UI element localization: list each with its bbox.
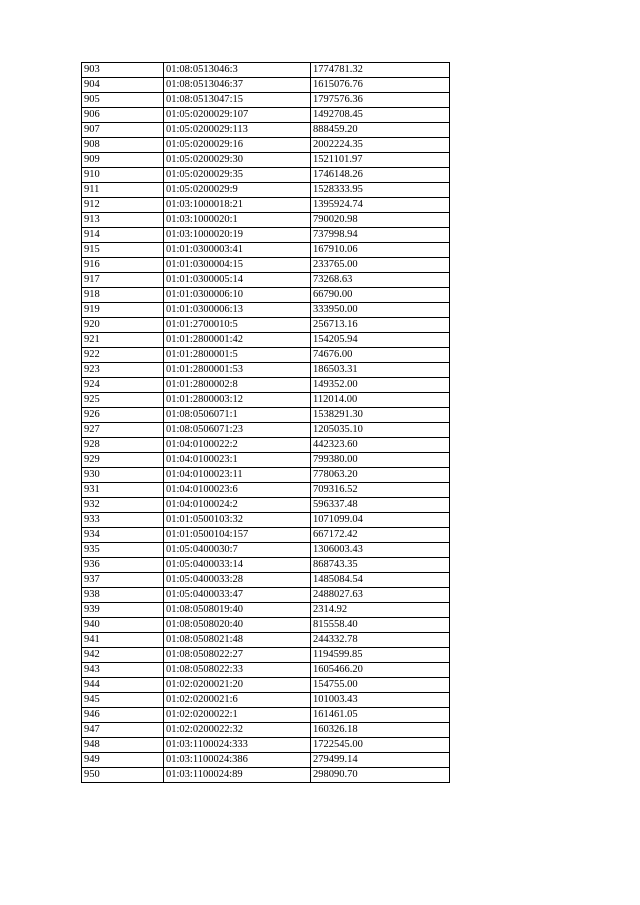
table-row	[82, 93, 450, 108]
value-cell: 1746148.26	[311, 168, 450, 183]
table-row	[82, 108, 450, 123]
value-cell: 1205035.10	[311, 423, 450, 438]
cadastral-number-cell: 01:05:0400033:47	[164, 588, 311, 603]
cadastral-number-cell: 01:01:2800002:8	[164, 378, 311, 393]
table-row	[82, 348, 450, 363]
table-row	[82, 618, 450, 633]
cadastral-number-cell: 01:01:2800001:42	[164, 333, 311, 348]
cadastral-number-cell: 01:05:0200029:113	[164, 123, 311, 138]
value-cell: 1492708.45	[311, 108, 450, 123]
value-cell: 149352.00	[311, 378, 450, 393]
value-cell: 167910.06	[311, 243, 450, 258]
value-cell: 1194599.85	[311, 648, 450, 663]
row-number-cell: 907	[82, 123, 164, 138]
cadastral-number-cell: 01:08:0513047:15	[164, 93, 311, 108]
cadastral-number-cell: 01:02:0200022:1	[164, 708, 311, 723]
cadastral-number-cell: 01:08:0506071:1	[164, 408, 311, 423]
row-number-cell: 908	[82, 138, 164, 153]
value-cell: 101003.43	[311, 693, 450, 708]
table-row	[82, 63, 450, 78]
row-number-cell: 917	[82, 273, 164, 288]
table-row	[82, 708, 450, 723]
value-cell: 799380.00	[311, 453, 450, 468]
table-row	[82, 303, 450, 318]
table-row	[82, 213, 450, 228]
row-number-cell: 925	[82, 393, 164, 408]
row-number-cell: 948	[82, 738, 164, 753]
row-number-cell: 920	[82, 318, 164, 333]
value-cell: 888459.20	[311, 123, 450, 138]
value-cell: 1071099.04	[311, 513, 450, 528]
table-row	[82, 393, 450, 408]
cadastral-number-cell: 01:04:0100022:2	[164, 438, 311, 453]
value-cell: 1797576.36	[311, 93, 450, 108]
value-cell: 2002224.35	[311, 138, 450, 153]
row-number-cell: 926	[82, 408, 164, 423]
table-row	[82, 198, 450, 213]
row-number-cell: 935	[82, 543, 164, 558]
table-row	[82, 768, 450, 783]
value-cell: 790020.98	[311, 213, 450, 228]
table-row	[82, 273, 450, 288]
value-cell: 279499.14	[311, 753, 450, 768]
cadastral-number-cell: 01:03:1000020:1	[164, 213, 311, 228]
cadastral-number-cell: 01:08:0508020:40	[164, 618, 311, 633]
cadastral-number-cell: 01:03:1100024:386	[164, 753, 311, 768]
row-number-cell: 905	[82, 93, 164, 108]
row-number-cell: 940	[82, 618, 164, 633]
cadastral-number-cell: 01:04:0100023:6	[164, 483, 311, 498]
row-number-cell: 946	[82, 708, 164, 723]
value-cell: 233765.00	[311, 258, 450, 273]
table-row	[82, 543, 450, 558]
value-cell: 1521101.97	[311, 153, 450, 168]
cadastral-number-cell: 01:01:0300003:41	[164, 243, 311, 258]
cadastral-number-cell: 01:08:0513046:3	[164, 63, 311, 78]
table-row	[82, 678, 450, 693]
table-row	[82, 138, 450, 153]
value-cell: 161461.05	[311, 708, 450, 723]
value-cell: 667172.42	[311, 528, 450, 543]
row-number-cell: 941	[82, 633, 164, 648]
row-number-cell: 945	[82, 693, 164, 708]
table-row	[82, 228, 450, 243]
row-number-cell: 912	[82, 198, 164, 213]
table-row	[82, 663, 450, 678]
row-number-cell: 924	[82, 378, 164, 393]
table-row	[82, 528, 450, 543]
row-number-cell: 927	[82, 423, 164, 438]
value-cell: 596337.48	[311, 498, 450, 513]
value-cell: 1722545.00	[311, 738, 450, 753]
table-row	[82, 723, 450, 738]
data-table	[81, 62, 450, 783]
value-cell: 1528333.95	[311, 183, 450, 198]
table-row	[82, 738, 450, 753]
row-number-cell: 906	[82, 108, 164, 123]
cadastral-number-cell: 01:04:0100023:11	[164, 468, 311, 483]
row-number-cell: 915	[82, 243, 164, 258]
cadastral-number-cell: 01:08:0506071:23	[164, 423, 311, 438]
row-number-cell: 916	[82, 258, 164, 273]
cadastral-number-cell: 01:08:0513046:37	[164, 78, 311, 93]
table-row	[82, 243, 450, 258]
table-row	[82, 498, 450, 513]
row-number-cell: 903	[82, 63, 164, 78]
cadastral-number-cell: 01:05:0200029:16	[164, 138, 311, 153]
value-cell: 186503.31	[311, 363, 450, 378]
row-number-cell: 931	[82, 483, 164, 498]
table-body	[82, 63, 450, 783]
row-number-cell: 904	[82, 78, 164, 93]
value-cell: 1605466.20	[311, 663, 450, 678]
table-row	[82, 333, 450, 348]
row-number-cell: 932	[82, 498, 164, 513]
row-number-cell: 942	[82, 648, 164, 663]
table-row	[82, 513, 450, 528]
cadastral-number-cell: 01:05:0200029:35	[164, 168, 311, 183]
row-number-cell: 913	[82, 213, 164, 228]
value-cell: 868743.35	[311, 558, 450, 573]
value-cell: 815558.40	[311, 618, 450, 633]
value-cell: 2314.92	[311, 603, 450, 618]
cadastral-number-cell: 01:05:0400033:28	[164, 573, 311, 588]
row-number-cell: 934	[82, 528, 164, 543]
row-number-cell: 922	[82, 348, 164, 363]
cadastral-number-cell: 01:04:0100024:2	[164, 498, 311, 513]
cadastral-number-cell: 01:01:0300004:15	[164, 258, 311, 273]
cadastral-number-cell: 01:02:0200021:20	[164, 678, 311, 693]
table-row	[82, 438, 450, 453]
row-number-cell: 928	[82, 438, 164, 453]
cadastral-number-cell: 01:01:2800003:12	[164, 393, 311, 408]
cadastral-number-cell: 01:05:0400033:14	[164, 558, 311, 573]
table-row	[82, 693, 450, 708]
value-cell: 74676.00	[311, 348, 450, 363]
value-cell: 737998.94	[311, 228, 450, 243]
row-number-cell: 943	[82, 663, 164, 678]
table-row	[82, 423, 450, 438]
cadastral-number-cell: 01:01:0300006:13	[164, 303, 311, 318]
value-cell: 160326.18	[311, 723, 450, 738]
value-cell: 1395924.74	[311, 198, 450, 213]
cadastral-number-cell: 01:05:0200029:9	[164, 183, 311, 198]
table-row	[82, 123, 450, 138]
cadastral-number-cell: 01:01:2700010:5	[164, 318, 311, 333]
value-cell: 112014.00	[311, 393, 450, 408]
row-number-cell: 936	[82, 558, 164, 573]
value-cell: 1485084.54	[311, 573, 450, 588]
row-number-cell: 919	[82, 303, 164, 318]
value-cell: 1615076.76	[311, 78, 450, 93]
value-cell: 256713.16	[311, 318, 450, 333]
cadastral-number-cell: 01:03:1000018:21	[164, 198, 311, 213]
value-cell: 298090.70	[311, 768, 450, 783]
cadastral-number-cell: 01:03:1100024:89	[164, 768, 311, 783]
row-number-cell: 923	[82, 363, 164, 378]
cadastral-number-cell: 01:01:0500103:32	[164, 513, 311, 528]
cadastral-number-cell: 01:02:0200022:32	[164, 723, 311, 738]
value-cell: 778063.20	[311, 468, 450, 483]
table-row	[82, 753, 450, 768]
cadastral-number-cell: 01:01:0500104:157	[164, 528, 311, 543]
table-row	[82, 288, 450, 303]
cadastral-number-cell: 01:01:0300006:10	[164, 288, 311, 303]
cadastral-number-cell: 01:01:2800001:5	[164, 348, 311, 363]
value-cell: 66790.00	[311, 288, 450, 303]
row-number-cell: 938	[82, 588, 164, 603]
value-cell: 709316.52	[311, 483, 450, 498]
table-row	[82, 183, 450, 198]
value-cell: 154755.00	[311, 678, 450, 693]
value-cell: 73268.63	[311, 273, 450, 288]
value-cell: 442323.60	[311, 438, 450, 453]
value-cell: 333950.00	[311, 303, 450, 318]
row-number-cell: 944	[82, 678, 164, 693]
cadastral-number-cell: 01:03:1100024:333	[164, 738, 311, 753]
table-row	[82, 78, 450, 93]
value-cell: 244332.78	[311, 633, 450, 648]
row-number-cell: 947	[82, 723, 164, 738]
table-row	[82, 408, 450, 423]
value-cell: 2488027.63	[311, 588, 450, 603]
table-row	[82, 588, 450, 603]
table-row	[82, 318, 450, 333]
row-number-cell: 939	[82, 603, 164, 618]
cadastral-number-cell: 01:02:0200021:6	[164, 693, 311, 708]
cadastral-number-cell: 01:01:0300005:14	[164, 273, 311, 288]
table-row	[82, 558, 450, 573]
table-row	[82, 483, 450, 498]
row-number-cell: 930	[82, 468, 164, 483]
table-row	[82, 453, 450, 468]
cadastral-number-cell: 01:03:1000020:19	[164, 228, 311, 243]
value-cell: 1306003.43	[311, 543, 450, 558]
cadastral-number-cell: 01:08:0508022:27	[164, 648, 311, 663]
row-number-cell: 950	[82, 768, 164, 783]
row-number-cell: 921	[82, 333, 164, 348]
cadastral-number-cell: 01:05:0400030:7	[164, 543, 311, 558]
value-cell: 1774781.32	[311, 63, 450, 78]
cadastral-number-cell: 01:08:0508022:33	[164, 663, 311, 678]
table-row	[82, 168, 450, 183]
cadastral-number-cell: 01:01:2800001:53	[164, 363, 311, 378]
cadastral-number-cell: 01:08:0508019:40	[164, 603, 311, 618]
row-number-cell: 933	[82, 513, 164, 528]
table-row	[82, 573, 450, 588]
row-number-cell: 918	[82, 288, 164, 303]
table-row	[82, 363, 450, 378]
table-row	[82, 603, 450, 618]
table-row	[82, 153, 450, 168]
value-cell: 154205.94	[311, 333, 450, 348]
cadastral-number-cell: 01:05:0200029:30	[164, 153, 311, 168]
row-number-cell: 937	[82, 573, 164, 588]
row-number-cell: 909	[82, 153, 164, 168]
cadastral-number-cell: 01:05:0200029:107	[164, 108, 311, 123]
table-row	[82, 648, 450, 663]
row-number-cell: 914	[82, 228, 164, 243]
table-row	[82, 468, 450, 483]
table-row	[82, 633, 450, 648]
cadastral-number-cell: 01:08:0508021:48	[164, 633, 311, 648]
table-row	[82, 378, 450, 393]
table-row	[82, 258, 450, 273]
value-cell: 1538291.30	[311, 408, 450, 423]
row-number-cell: 910	[82, 168, 164, 183]
cadastral-number-cell: 01:04:0100023:1	[164, 453, 311, 468]
row-number-cell: 949	[82, 753, 164, 768]
row-number-cell: 929	[82, 453, 164, 468]
row-number-cell: 911	[82, 183, 164, 198]
